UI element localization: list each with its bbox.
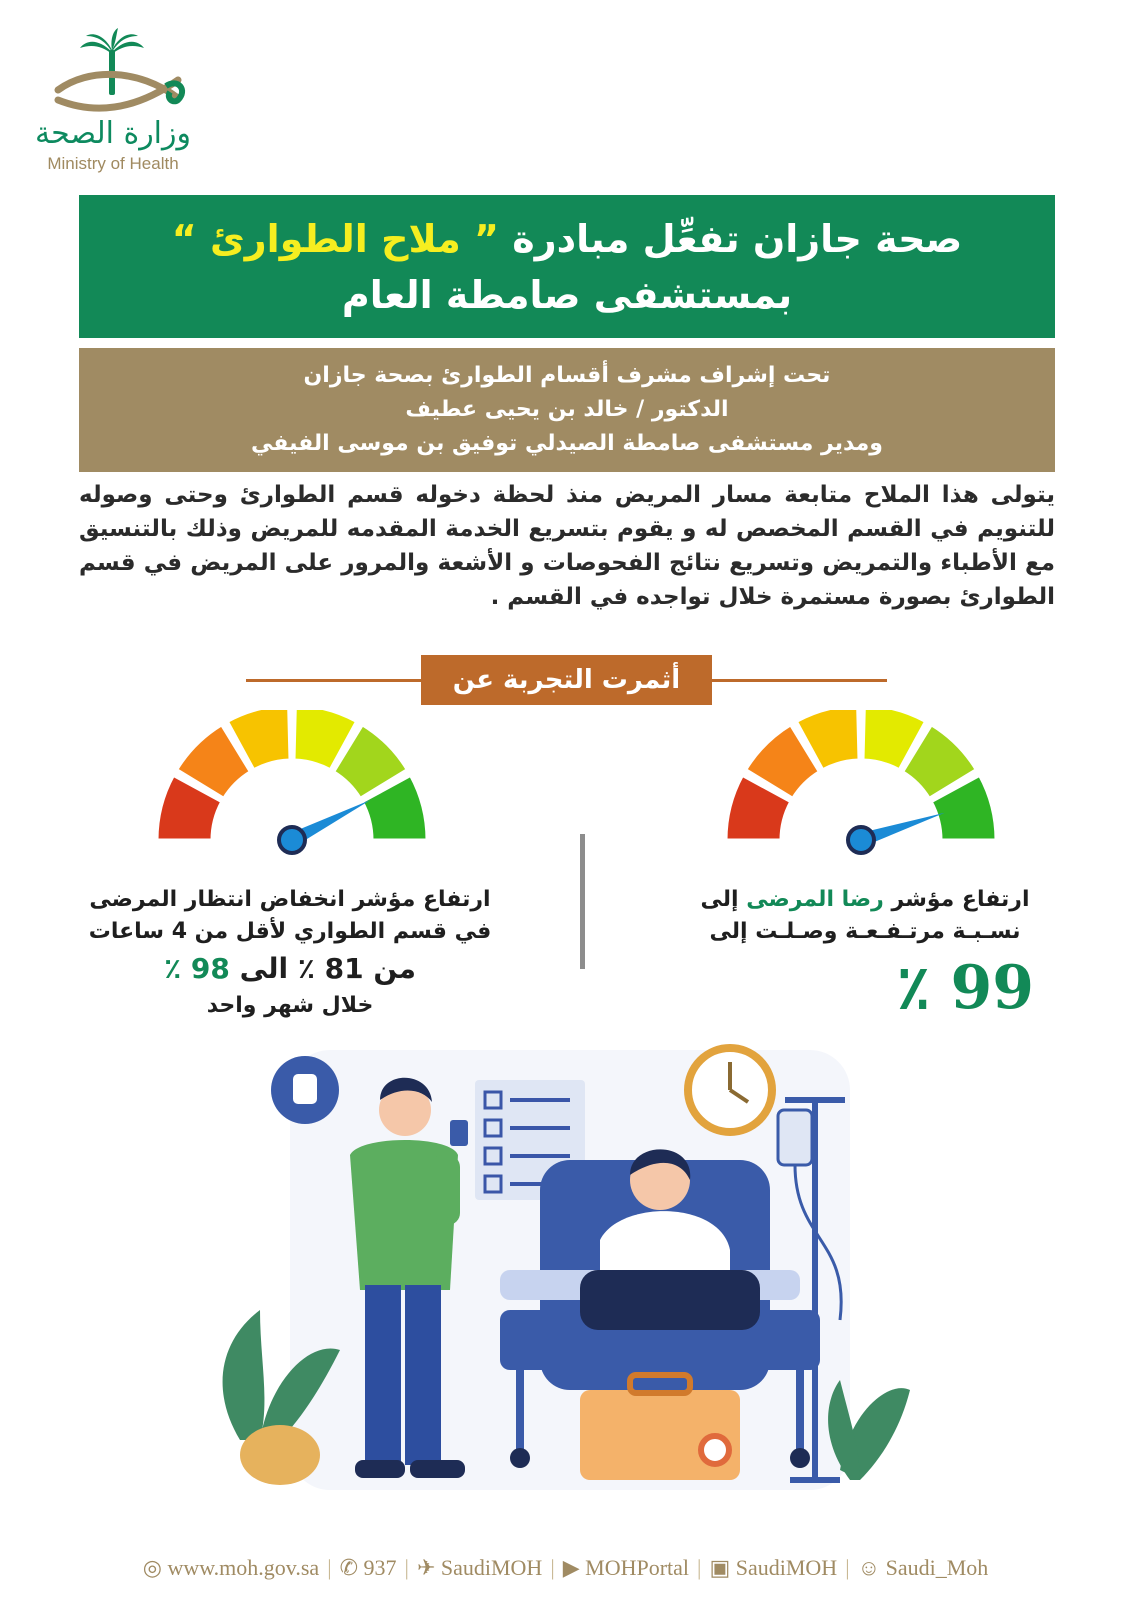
footer-facebook-text: SaudiMOH (735, 1555, 838, 1580)
wait-stat-range (40, 948, 540, 990)
iv-bag-bubble-icon (271, 1056, 339, 1124)
logo-english-text: Ministry of Health (47, 154, 179, 173)
supervision-box (79, 348, 1055, 472)
footer-separator: | (697, 1555, 702, 1580)
wait-stat-line-2: في قسم الطواري لأقل من 4 ساعات (88, 919, 492, 944)
logo-arabic-text: وزارة الصحة (35, 116, 191, 151)
footer-youtube[interactable] (563, 1555, 689, 1580)
hospital-scene-illustration (200, 1040, 920, 1510)
clock-icon (688, 1048, 772, 1132)
footer-separator: | (327, 1555, 332, 1580)
satisfaction-stat (660, 884, 1070, 1028)
twitter-icon: ✈ (416, 1555, 436, 1580)
stats-divider (580, 834, 585, 969)
plant-right-icon (828, 1380, 910, 1480)
medical-case-icon (580, 1375, 740, 1480)
title-part-1: صحة جازان تفعِّل مبادرة (512, 216, 963, 261)
wait-stat-range-value: 98 ٪ (164, 952, 230, 985)
gauge-hub (848, 827, 874, 853)
satisfaction-value: 99 ٪ (897, 953, 1034, 1023)
satisfaction-line-1-b: إلى (700, 887, 739, 912)
youtube-icon: ▶ (562, 1555, 580, 1580)
results-divider-right (712, 679, 887, 682)
wait-time-gauge-icon (147, 710, 437, 870)
title-highlight: ” ملاح الطوارئ “ (171, 216, 500, 261)
globe-icon: ◎ (142, 1555, 162, 1580)
satisfaction-gauge-icon (716, 710, 1006, 870)
ministry-logo (28, 28, 228, 178)
footer-separator: | (845, 1555, 850, 1580)
supervision-line-3: ومدير مستشفى صامطة الصيدلي توفيق بن موسى الفيفي (251, 431, 883, 456)
supervision-line-2: الدكتور / خالد بن يحيى عطيف (405, 397, 729, 422)
satisfaction-line-2: نسـبـة مرتـفـعـة وصـلـت إلى (709, 919, 1021, 944)
footer-website-text: www.moh.gov.sa (167, 1555, 320, 1580)
satisfaction-highlight: رضا المرضى (746, 887, 884, 912)
palm-swords-emblem-icon (28, 28, 198, 118)
footer-snapchat[interactable] (858, 1555, 989, 1580)
footer-separator: | (404, 1555, 409, 1580)
phone-icon: ✆ (339, 1555, 359, 1580)
footer-snapchat-text: Saudi_Moh (885, 1555, 989, 1580)
satisfaction-line-1-a: ارتفاع مؤشر (891, 887, 1030, 912)
results-divider-left (246, 679, 421, 682)
snapchat-icon: ☺ (857, 1555, 881, 1580)
footer-youtube-text: MOHPortal (585, 1555, 690, 1580)
footer-twitter[interactable] (417, 1555, 542, 1580)
footer-website[interactable] (143, 1555, 319, 1580)
footer-phone-text: 937 (363, 1555, 397, 1580)
title-banner (79, 195, 1055, 338)
supervision-line-1: تحت إشراف مشرف أقسام الطوارئ بصحة جازان (303, 363, 831, 388)
footer-phone[interactable] (340, 1555, 397, 1580)
gauge-hub (279, 827, 305, 853)
footer-twitter-text: SaudiMOH (440, 1555, 543, 1580)
wait-stat-period: خلال شهر واحد (206, 993, 374, 1018)
footer-facebook[interactable] (709, 1555, 837, 1580)
facebook-icon: ▣ (709, 1555, 731, 1580)
title-line-1 (172, 211, 962, 267)
title-line-2: بمستشفى صامطة العام (341, 272, 793, 317)
footer-separator: | (550, 1555, 555, 1580)
wait-stat-line-1: ارتفاع مؤشر انخفاض انتظار المرضى (89, 887, 491, 912)
satisfaction-line-1 (660, 884, 1070, 916)
wait-time-stat (40, 884, 540, 1022)
initiative-description: يتولى هذا الملاح متابعة مسار المريض منذ لحظة دخوله قسم الطوارئ وحتى وصوله للتنويم في القسم المخصص له و يقوم بتسريع الخدمة المقدمه للمريض وذلك بالتنسيق مع الأطباء والتمريض وتسريع نتائج الفحوصات و الأشعة والمرور على المريض في قسم الطوارئ بصورة مستمرة خلال تواجده في القسم . (79, 482, 1055, 610)
results-heading: أثمرت التجربة عن (421, 655, 712, 705)
wait-stat-range-prefix: من 81 ٪ الى (239, 952, 416, 985)
footer-links (0, 1555, 1131, 1581)
